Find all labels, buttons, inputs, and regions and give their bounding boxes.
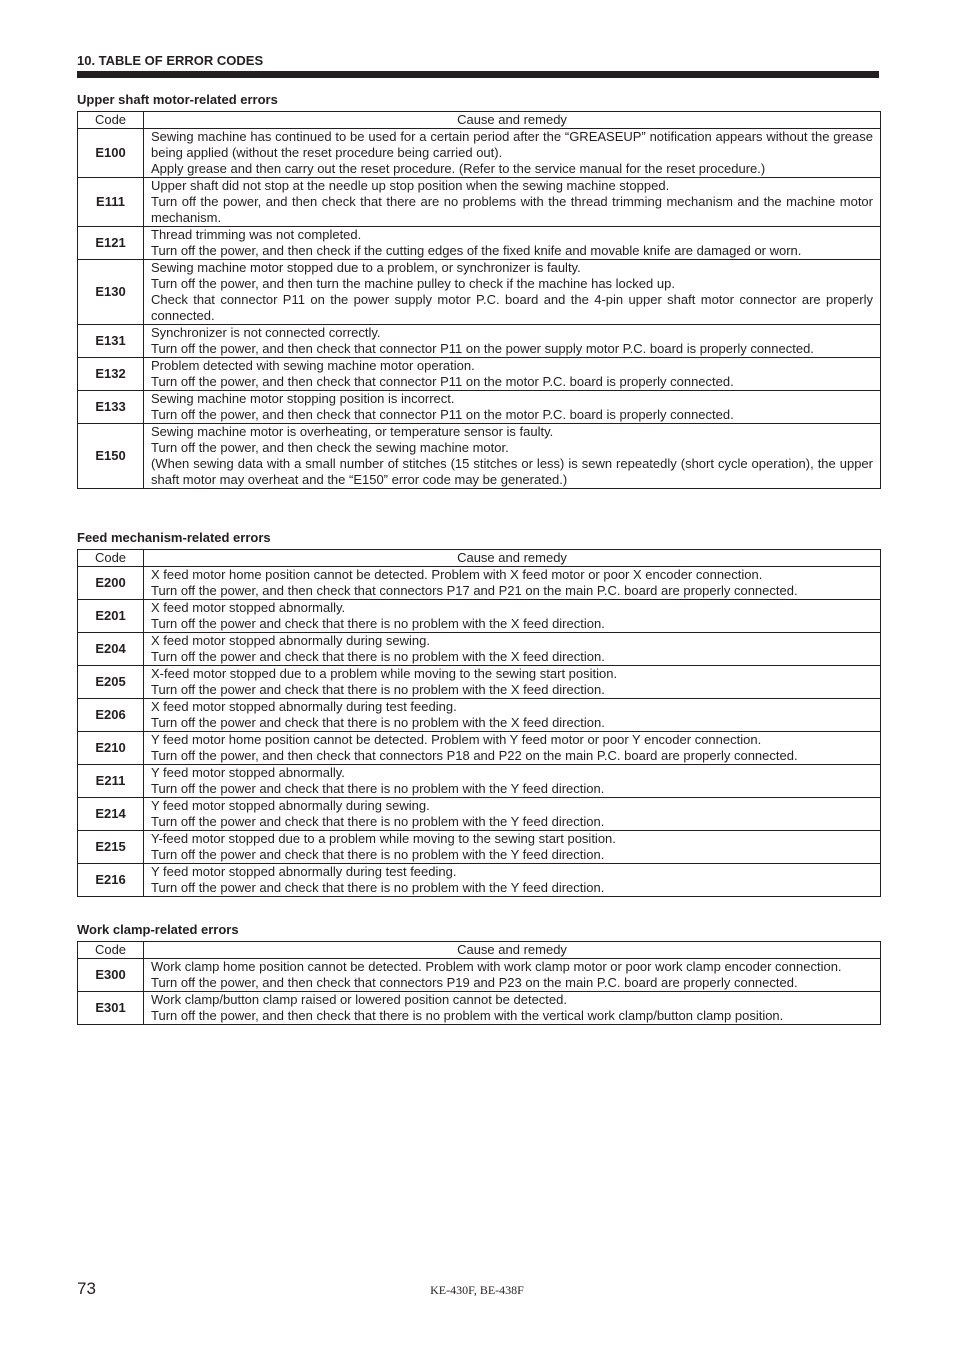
cause-line: Y-feed motor stopped due to a problem while moving to the sewing start position. [151,831,616,846]
page-number: 73 [77,1279,96,1298]
cause-line: Y feed motor home position cannot be detected. Problem with Y feed motor or poor Y encoder connection. [151,732,762,747]
cause-line: Sewing machine motor is overheating, or temperature sensor is faulty. [151,424,554,439]
cause-line: Turn off the power, and then check that connector P11 on the power supply motor P.C. board is properly connected. [151,341,814,356]
table-row [78,959,881,992]
section-feed-mechanism [77,530,881,897]
error-code: E150 [78,424,144,489]
header-rule [77,71,879,78]
cause-line: Turn off the power and check that there is no problem with the X feed direction. [151,715,605,730]
section-work-clamp [77,922,881,1025]
cause-and-remedy [144,864,881,897]
table-row [78,600,881,633]
table-row [78,424,881,489]
cause-line: Synchronizer is not connected correctly. [151,325,381,340]
cause-line: Problem detected with sewing machine motor operation. [151,358,475,373]
cause-line: Turn off the power and check that there is no problem with the Y feed direction. [151,814,605,829]
table-row [78,633,881,666]
cause-line: Check that connector P11 on the power supply motor P.C. board and the 4-pin upper shaft motor connector are properly connected. [151,292,873,323]
cause-and-remedy [144,424,881,489]
cause-line: Turn off the power and check that there is no problem with the Y feed direction. [151,847,605,862]
table-row [78,325,881,358]
header-cause: Cause and remedy [144,550,881,567]
cause-line: Turn off the power, and then check that there is no problem with the vertical work clamp/button clamp position. [151,1008,784,1023]
table-row [78,567,881,600]
cause-line: Work clamp home position cannot be detected. Problem with work clamp motor or poor work clamp encoder connection. [151,959,842,974]
table-row [78,260,881,325]
error-code: E132 [78,358,144,391]
cause-line: Turn off the power, and then check if the cutting edges of the fixed knife and movable knife are damaged or worn. [151,243,802,258]
cause-line: Y feed motor stopped abnormally during sewing. [151,798,430,813]
model-name: KE-430F, BE-438F [430,1283,524,1297]
cause-line: Turn off the power, and then check that connectors P19 and P23 on the main P.C. board are properly connected. [151,975,798,990]
table-header-row [78,942,881,959]
table-row [78,831,881,864]
error-table [77,941,881,1025]
cause-and-remedy [144,600,881,633]
cause-and-remedy [144,358,881,391]
table-row [78,732,881,765]
cause-line: Turn off the power, and then check the sewing machine motor. [151,440,509,455]
header-cause: Cause and remedy [144,942,881,959]
section-upper-shaft [77,92,881,489]
cause-and-remedy [144,129,881,178]
error-code: E111 [78,178,144,227]
cause-line: X-feed motor stopped due to a problem while moving to the sewing start position. [151,666,618,681]
cause-line: Work clamp/button clamp raised or lowered position cannot be detected. [151,992,567,1007]
error-code: E300 [78,959,144,992]
table-row [78,699,881,732]
error-code: E130 [78,260,144,325]
error-code: E131 [78,325,144,358]
cause-line: Turn off the power, and then check that connectors P18 and P22 on the main P.C. board are properly connected. [151,748,798,763]
cause-and-remedy [144,666,881,699]
cause-and-remedy [144,178,881,227]
cause-line: (When sewing data with a small number of stitches (15 stitches or less) is sewn repeatedly (short cycle operation), the upper shaft motor may overheat and the “E150” error code may be generated.) [151,456,873,487]
cause-line: Upper shaft did not stop at the needle up stop position when the sewing machine stopped. [151,178,670,193]
cause-line: Thread trimming was not completed. [151,227,362,242]
table-row [78,178,881,227]
error-table [77,111,881,489]
header-code: Code [78,112,144,129]
error-code: E201 [78,600,144,633]
cause-and-remedy [144,992,881,1025]
cause-and-remedy [144,325,881,358]
error-code: E205 [78,666,144,699]
table-header-row [78,550,881,567]
cause-line: Turn off the power, and then check that connector P11 on the motor P.C. board is properly connected. [151,374,734,389]
cause-and-remedy [144,959,881,992]
table-row [78,992,881,1025]
error-code: E200 [78,567,144,600]
table-row [78,227,881,260]
table-header-row [78,112,881,129]
header-cause: Cause and remedy [144,112,881,129]
cause-line: X feed motor stopped abnormally during test feeding. [151,699,457,714]
table-row [78,864,881,897]
error-code: E216 [78,864,144,897]
cause-line: Turn off the power, and then turn the machine pulley to check if the machine has locked up. [151,276,675,291]
cause-line: X feed motor home position cannot be detected. Problem with X feed motor or poor X encoder connection. [151,567,763,582]
cause-and-remedy [144,732,881,765]
cause-line: Turn off the power and check that there is no problem with the Y feed direction. [151,880,605,895]
cause-line: Apply grease and then carry out the reset procedure. (Refer to the service manual for the reset procedure.) [151,161,766,176]
section-title: Upper shaft motor-related errors [77,92,278,107]
page-header [77,53,879,78]
header-code: Code [78,550,144,567]
cause-line: Turn off the power, and then check that there are no problems with the thread trimming mechanism and the machine motor mechanism. [151,194,873,225]
cause-and-remedy [144,260,881,325]
section-title: Work clamp-related errors [77,922,239,937]
cause-line: Turn off the power and check that there is no problem with the X feed direction. [151,616,605,631]
cause-line: X feed motor stopped abnormally. [151,600,346,615]
cause-line: X feed motor stopped abnormally during sewing. [151,633,430,648]
cause-line: Turn off the power, and then check that connector P11 on the motor P.C. board is properly connected. [151,407,734,422]
cause-and-remedy [144,227,881,260]
table-row [78,666,881,699]
cause-and-remedy [144,831,881,864]
cause-line: Turn off the power and check that there is no problem with the X feed direction. [151,649,605,664]
error-code: E301 [78,992,144,1025]
header-code: Code [78,942,144,959]
table-row [78,765,881,798]
cause-line: Sewing machine has continued to be used for a certain period after the “GREASEUP” notification appears without the grease being applied (without the reset procedure being carried out). [151,129,873,160]
error-code: E210 [78,732,144,765]
error-table [77,549,881,897]
cause-and-remedy [144,798,881,831]
cause-line: Y feed motor stopped abnormally. [151,765,345,780]
error-code: E100 [78,129,144,178]
error-code: E215 [78,831,144,864]
cause-and-remedy [144,699,881,732]
cause-line: Turn off the power and check that there is no problem with the Y feed direction. [151,781,605,796]
page-title: 10. TABLE OF ERROR CODES [77,53,264,68]
error-code: E121 [78,227,144,260]
cause-line: Turn off the power, and then check that connectors P17 and P21 on the main P.C. board are properly connected. [151,583,798,598]
error-code: E211 [78,765,144,798]
table-row [78,129,881,178]
cause-line: Y feed motor stopped abnormally during test feeding. [151,864,457,879]
table-row [78,391,881,424]
cause-and-remedy [144,765,881,798]
table-row [78,798,881,831]
cause-line: Turn off the power and check that there is no problem with the X feed direction. [151,682,605,697]
cause-and-remedy [144,567,881,600]
section-title: Feed mechanism-related errors [77,530,271,545]
error-code: E214 [78,798,144,831]
cause-and-remedy [144,633,881,666]
cause-and-remedy [144,391,881,424]
error-code: E204 [78,633,144,666]
error-code: E206 [78,699,144,732]
error-code: E133 [78,391,144,424]
table-row [78,358,881,391]
cause-line: Sewing machine motor stopped due to a problem, or synchronizer is faulty. [151,260,581,275]
cause-line: Sewing machine motor stopping position is incorrect. [151,391,455,406]
